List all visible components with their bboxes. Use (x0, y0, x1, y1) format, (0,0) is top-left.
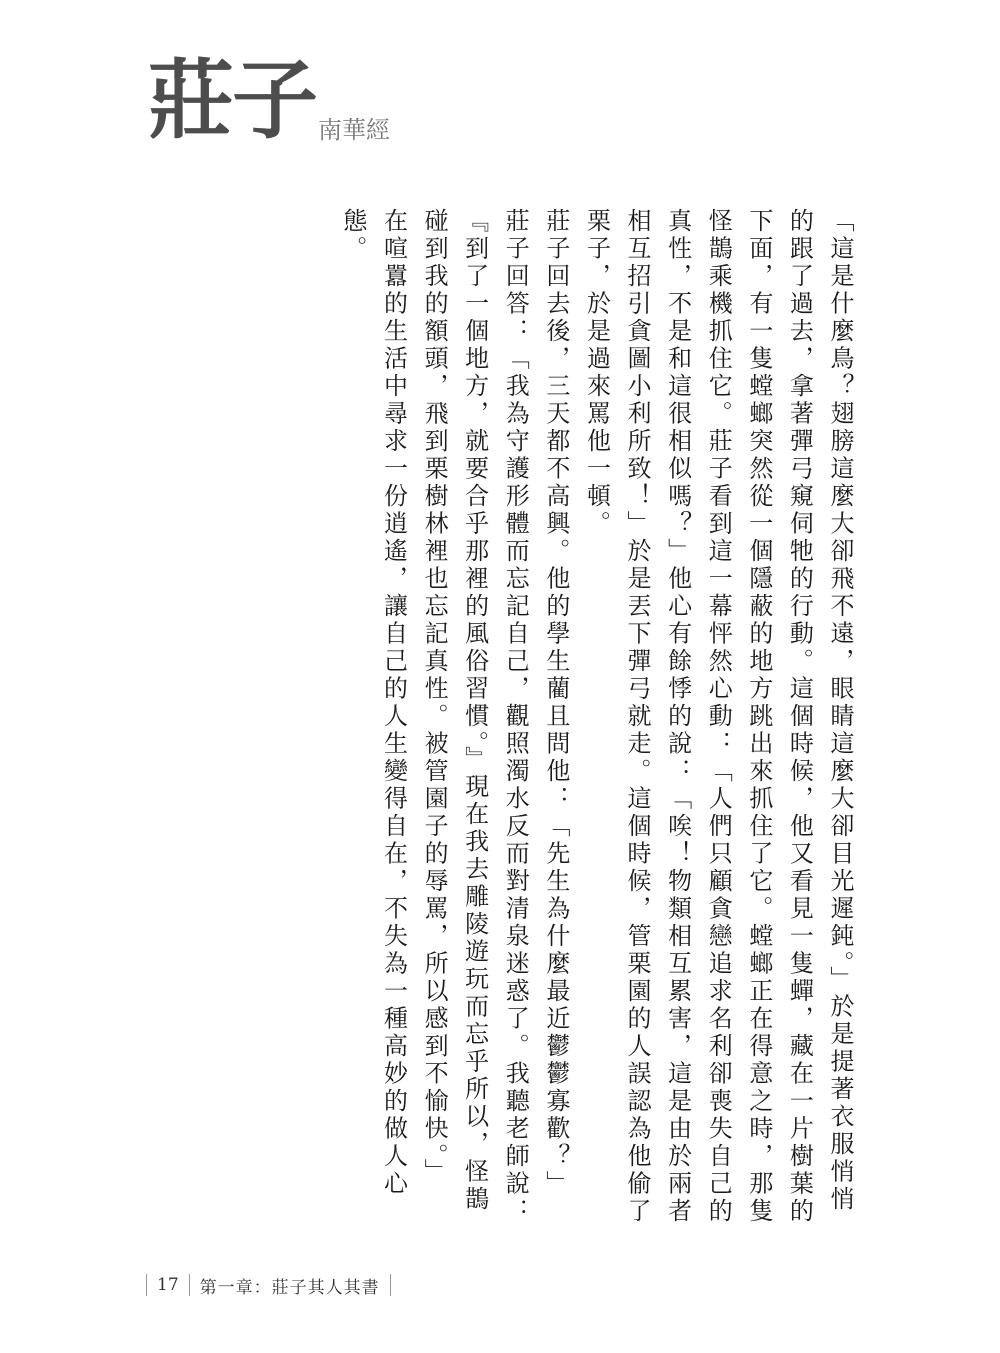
footer-divider-right (390, 1274, 391, 1296)
book-title: 莊子 (148, 51, 316, 151)
page-footer (146, 1274, 391, 1296)
paragraph-2: 莊子回去後，三天都不高興。他的學生藺且問他：「先生為什麼最近鬱鬱寡歡？」 (541, 208, 570, 1198)
page-header (148, 51, 390, 151)
paragraph-4: 在喧囂的生活中尋求一份逍遙，讓自己的人生變得自在，不失為一種高妙的做人心態。 (338, 208, 408, 1198)
book-subtitle: 南華經 (318, 116, 390, 144)
chapter-title: 第一章：莊子其人其書 (199, 1277, 380, 1298)
vertical-text-body (332, 208, 860, 1228)
paragraph-1: 「這是什麼鳥？翅膀這麼大卻飛不遠，眼睛這麼大卻目光遲鈍。」於是提著衣服悄悄的跟了過去，拿著彈弓窺伺牠的行動。這個時候，他又看見一隻蟬，藏在一片樹葉的下面，有一隻螳螂突然從一個隱蔽的地方跳出來抓住了它。螳螂正在得意之時，那隻怪鵲乘機抓住它。莊子看到這一幕怦然心動：「人們只顧貪戀追求名利卻喪失自己的真性，不是和這很相似嗎？」他心有餘悸的說：「唉！物類相互累害，這是由於兩者相互招引貪圖小利所致！」於是丟下彈弓就走。這個時候，管栗園的人誤認為他偷了栗子，於是過來罵他一頓。 (582, 208, 854, 1226)
paragraph-3: 莊子回答：「我為守護形體而忘記自己，觀照濁水反而對清泉迷惑了。我聽老師說：『到了一個地方，就要合乎那裡的風俗習慣。』現在我去雕陵遊玩而忘乎所以，怪鵲碰到我的額頭，飛到栗樹林裡也忘記真性。被管園子的辱罵，所以感到不愉快。」 (420, 208, 530, 1226)
page-number: 17 (157, 1275, 179, 1295)
